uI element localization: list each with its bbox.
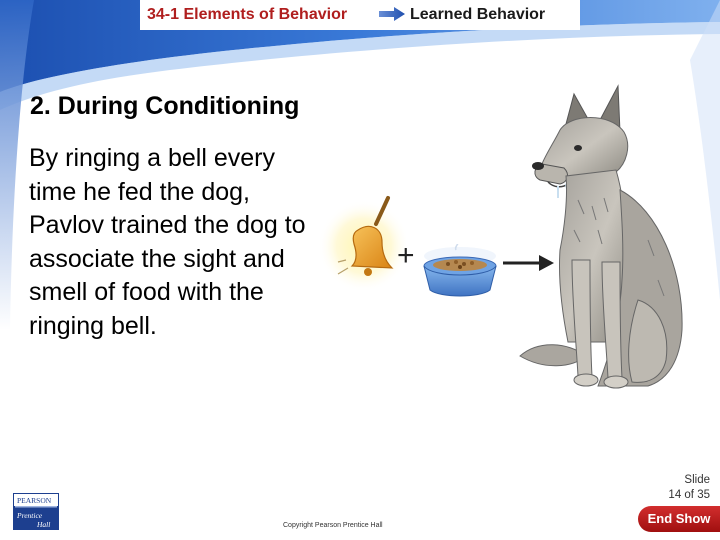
end-show-button[interactable]: End Show	[638, 506, 720, 532]
dog-illustration	[508, 80, 713, 400]
slide-number	[668, 473, 710, 503]
topic-title: Learned Behavior	[410, 6, 546, 23]
slide-position: 14 of 35	[668, 489, 710, 501]
plus-sign: +	[397, 239, 415, 272]
pearson-prentice-hall-logo	[13, 493, 59, 530]
slide-label: Slide	[684, 474, 710, 486]
copyright-text: Copyright Pearson Prentice Hall	[283, 522, 383, 529]
bell-icon	[316, 188, 406, 298]
right-arrow-icon	[379, 6, 405, 22]
section-title: 34-1 Elements of Behavior	[147, 6, 348, 23]
logo-text-pearson: PEARSON	[17, 496, 52, 505]
slide-title: 2. During Conditioning	[30, 92, 300, 120]
slide-body-text: By ringing a bell every time he fed the dog, Pavlov trained the dog to associate the sight and smell of food with the ringing bell.	[29, 144, 306, 340]
logo-text-hall: Hall	[37, 520, 51, 529]
food-bowl-icon	[418, 244, 502, 300]
logo-text-prentice: Prentice	[17, 511, 43, 520]
